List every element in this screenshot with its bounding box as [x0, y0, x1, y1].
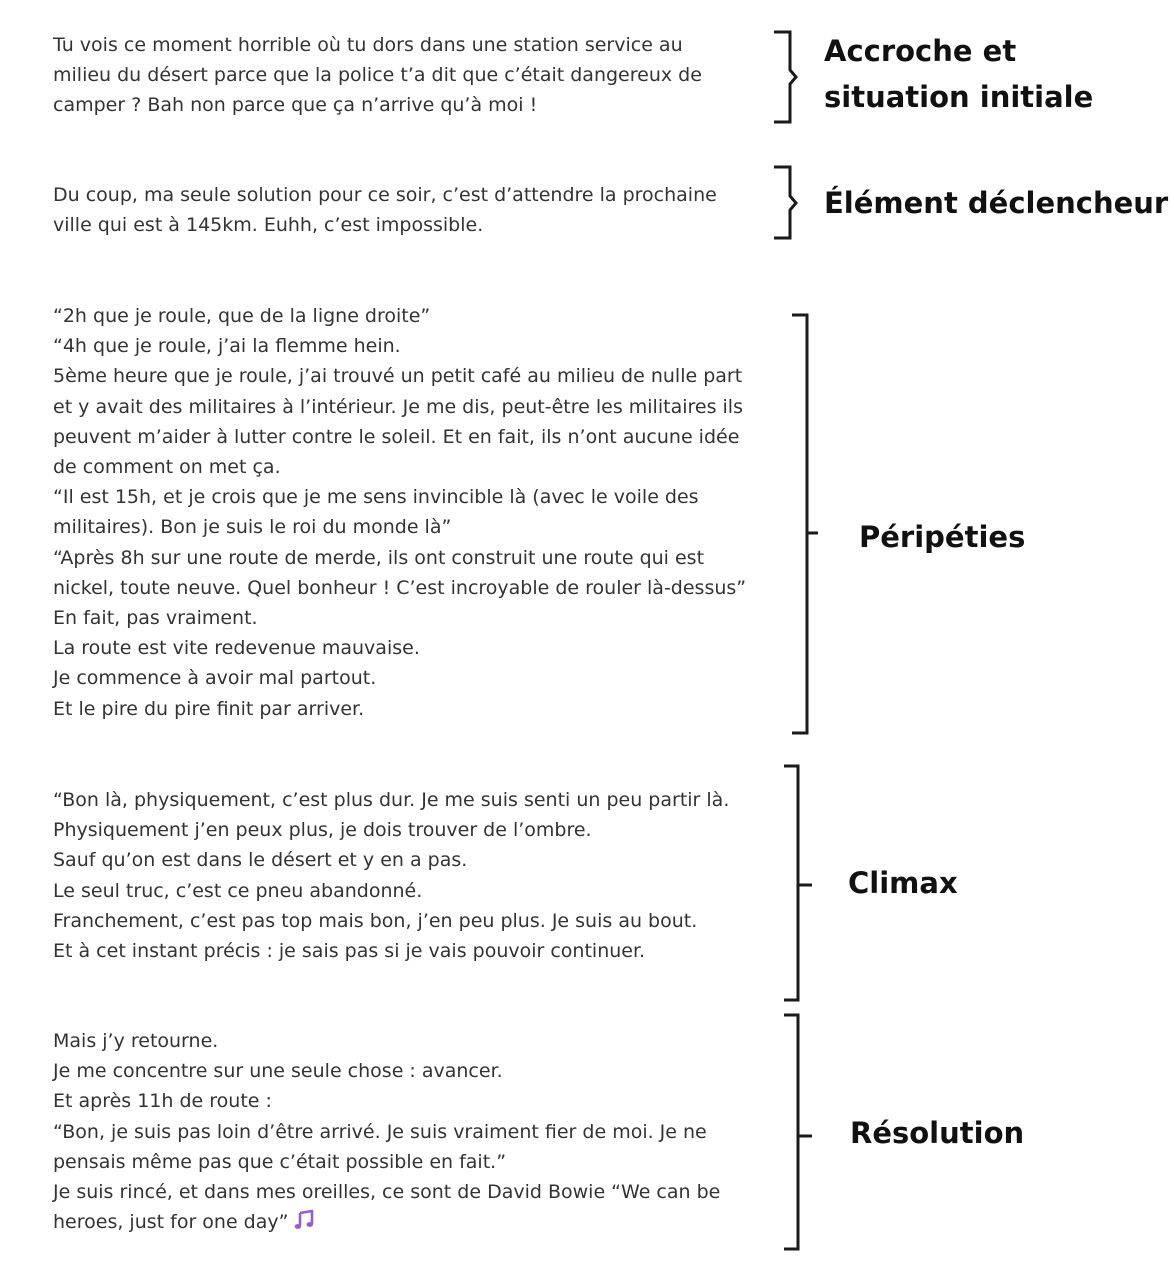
text-line: “Après 8h sur une route de merde, ils ont construit une route qui est — [53, 546, 705, 569]
section-resolution-text — [53, 1026, 720, 1237]
text-line: En fait, pas vraiment. — [53, 607, 258, 630]
text-line: de comment on met ça. — [53, 456, 281, 479]
text-line: Et le pire du pire finit par arriver. — [53, 697, 365, 720]
text-line: heroes, just for one day” — [53, 1211, 289, 1234]
text-line: Tu vois ce moment horrible où tu dors dans une station service au — [53, 34, 683, 56]
text-line: Je me concentre sur une seule chose : avancer. — [53, 1060, 503, 1083]
text-line: et y avait des militaires à l’intérieur. Je me dis, peut-être les militaires ils — [53, 395, 743, 418]
text-line: “4h que je roule, j’ai la flemme hein. — [53, 335, 401, 358]
text-line: Et à cet instant précis : je sais pas si je vais pouvoir continuer. — [53, 940, 646, 963]
text-line: pensais même pas que c’était possible en fait.” — [53, 1150, 507, 1173]
text-line: Franchement, c’est pas top mais bon, j’en peu plus. Je suis au bout. — [53, 909, 698, 932]
text-line: milieu du désert parce que la police t’a dit que c’était dangereux de — [53, 64, 702, 87]
text-line: militaires). Bon je suis le roi du monde là” — [53, 516, 452, 539]
music-note-icon — [292, 1208, 318, 1232]
text-line: camper ? Bah non parce que ça n’arrive qu’à moi ! — [53, 94, 538, 117]
text-line: peuvent m’aider à lutter contre le soleil. Et en fait, ils n’ont aucune idée — [53, 425, 740, 448]
bracket-declencheur — [770, 165, 800, 241]
bracket-peripeties — [790, 313, 820, 737]
text-line: 5ème heure que je roule, j’ai trouvé un petit café au milieu de nulle part — [53, 365, 743, 388]
label-accroche — [824, 28, 1093, 120]
label-climax — [848, 860, 958, 906]
text-line: Mais j’y retourne. — [53, 1030, 219, 1052]
label-resolution — [850, 1110, 1024, 1156]
section-peripeties-text — [53, 301, 746, 724]
label-line: Climax — [848, 866, 958, 900]
section-declencheur-text — [53, 180, 717, 240]
label-line: Élément déclencheur — [824, 186, 1169, 220]
label-peripeties — [859, 514, 1025, 560]
text-line: ville qui est à 145km. Euhh, c’est impossible. — [53, 214, 484, 237]
text-line: “Bon, je suis pas loin d’être arrivé. Je suis vraiment fier de moi. Je ne — [53, 1120, 707, 1143]
text-line: “Bon là, physiquement, c’est plus dur. Je me suis senti un peu partir là. — [53, 789, 730, 811]
bracket-accroche — [770, 30, 800, 125]
bracket-climax — [782, 764, 816, 1004]
text-line: Sauf qu’on est dans le désert et y en a pas. — [53, 849, 468, 872]
label-line: Accroche et — [824, 34, 1017, 68]
text-line: Et après 11h de route : — [53, 1090, 272, 1113]
text-line: Je commence à avoir mal partout. — [53, 667, 377, 690]
text-line: Le seul truc, c’est ce pneu abandonné. — [53, 879, 423, 902]
text-line: La route est vite redevenue mauvaise. — [53, 637, 420, 660]
text-line: nickel, toute neuve. Quel bonheur ! C’est incroyable de rouler là-dessus” — [53, 576, 747, 599]
label-line: Résolution — [850, 1116, 1025, 1150]
text-line: “2h que je roule, que de la ligne droite” — [53, 305, 431, 327]
text-line: “Il est 15h, et je crois que je me sens invincible là (avec le voile des — [53, 486, 699, 509]
text-line: Physiquement j’en peux plus, je dois trouver de l’ombre. — [53, 819, 592, 842]
text-line: Du coup, ma seule solution pour ce soir, c’est d’attendre la prochaine — [53, 184, 717, 206]
section-accroche-text — [53, 30, 702, 121]
text-line: Je suis rincé, et dans mes oreilles, ce sont de David Bowie “We can be — [53, 1181, 721, 1204]
label-line: situation initiale — [824, 80, 1094, 114]
label-line: Péripéties — [859, 520, 1026, 554]
text-line-with-icon — [53, 1207, 720, 1237]
bracket-resolution — [782, 1013, 816, 1253]
section-climax-text — [53, 785, 729, 966]
label-declencheur — [824, 180, 1168, 226]
